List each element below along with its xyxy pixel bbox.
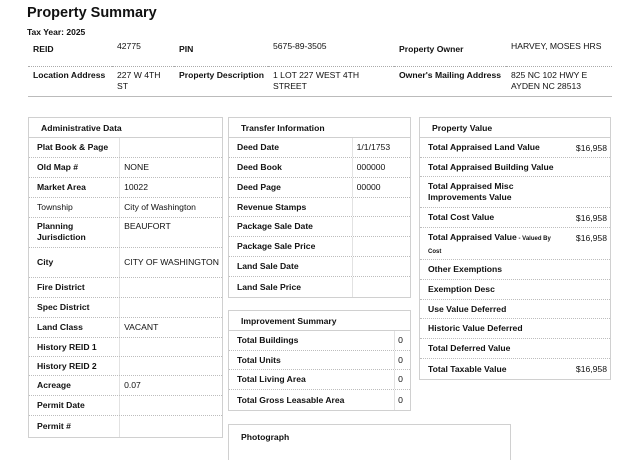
transfer-row-deed-date: Deed Date 1/1/1753 (229, 138, 410, 158)
admin-row-spec-district: Spec District (29, 298, 222, 318)
owner-value: HARVEY, MOSES HRS (511, 41, 602, 51)
pin-value: 5675-89-3505 (273, 41, 327, 51)
location-label: Location Address (28, 66, 112, 96)
admin-row-planning: Planning Jurisdiction BEAUFORT (29, 218, 222, 248)
value-row-other-exemptions: Other Exemptions (420, 260, 610, 280)
transfer-row-revenue-stamps: Revenue Stamps (229, 198, 410, 217)
improvement-row-total-buildings: Total Buildings 0 (229, 331, 410, 351)
transfer-row-land-sale-date: Land Sale Date (229, 257, 410, 277)
admin-row-acreage: Acreage 0.07 (29, 376, 222, 396)
admin-row-permit-date: Permit Date (29, 396, 222, 416)
admin-row-history-reid-1: History REID 1 (29, 338, 222, 357)
improvement-row-total-units: Total Units 0 (229, 351, 410, 370)
admin-row-land-class: Land Class VACANT (29, 318, 222, 338)
improvement-summary-panel (228, 310, 411, 411)
administrative-data-panel (28, 117, 223, 438)
value-row-building: Total Appraised Building Value (420, 158, 610, 177)
total-appraised-value-label: Total Appraised Value (428, 232, 517, 242)
improvement-row-total-living-area: Total Living Area 0 (229, 370, 410, 390)
transfer-row-deed-page: Deed Page 00000 (229, 178, 410, 198)
value-row-total-deferred: Total Deferred Value (420, 339, 610, 359)
admin-row-permit-number: Permit # (29, 416, 222, 437)
value-row-use-value-deferred: Use Value Deferred (420, 300, 610, 319)
improvement-row-total-gross-leasable-area: Total Gross Leasable Area 0 (229, 390, 410, 410)
admin-row-market-area: Market Area 10022 (29, 178, 222, 198)
transfer-row-package-sale-price: Package Sale Price (229, 237, 410, 257)
description-label: Property Description (174, 66, 268, 96)
admin-row-township: Township City of Washington (29, 198, 222, 218)
transfer-row-package-sale-date: Package Sale Date (229, 217, 410, 237)
property-header-table (28, 37, 612, 97)
reid-label: REID (33, 44, 54, 54)
valued-by-cost-note: - Valued By Cost (428, 236, 551, 255)
mailing-value: 825 NC 102 HWY E AYDEN NC 28513 (506, 66, 612, 96)
description-value: 1 LOT 227 WEST 4TH STREET (268, 66, 394, 96)
property-value-heading: Property Value (420, 118, 610, 138)
transfer-row-land-sale-price: Land Sale Price (229, 277, 410, 297)
pin-label: PIN (179, 44, 194, 54)
value-row-total-appraised: Total Appraised Value - Valued By Cost $16,958 (420, 228, 610, 260)
value-row-misc-improvements: Total Appraised Misc Improvements Value (420, 177, 610, 208)
administrative-data-heading: Administrative Data (29, 118, 222, 138)
admin-row-fire-district: Fire District (29, 278, 222, 298)
value-row-historic-value-deferred: Historic Value Deferred (420, 319, 610, 339)
mailing-label: Owner's Mailing Address (394, 66, 506, 96)
photograph-heading: Photograph (241, 432, 290, 442)
transfer-information-heading: Transfer Information (229, 118, 410, 138)
value-row-cost: Total Cost Value $16,958 (420, 208, 610, 228)
value-row-land: Total Appraised Land Value $16,958 (420, 138, 610, 158)
admin-row-old-map: Old Map # NONE (29, 158, 222, 178)
page-title: Property Summary (27, 5, 157, 21)
admin-row-city: City CITY OF WASHINGTON (29, 248, 222, 278)
owner-label: Property Owner (399, 44, 464, 54)
value-row-exemption-desc: Exemption Desc (420, 280, 610, 300)
transfer-row-deed-book: Deed Book 000000 (229, 158, 410, 178)
property-value-panel (419, 117, 611, 380)
tax-year: Tax Year: 2025 (27, 27, 86, 37)
reid-value: 42775 (117, 41, 141, 51)
admin-row-history-reid-2: History REID 2 (29, 357, 222, 376)
improvement-summary-heading: Improvement Summary (229, 311, 410, 331)
transfer-information-panel (228, 117, 411, 298)
admin-row-plat-book: Plat Book & Page (29, 138, 222, 158)
value-row-total-taxable: Total Taxable Value $16,958 (428, 363, 607, 374)
location-value: 227 W 4TH ST (112, 66, 174, 96)
photograph-panel (228, 424, 511, 460)
